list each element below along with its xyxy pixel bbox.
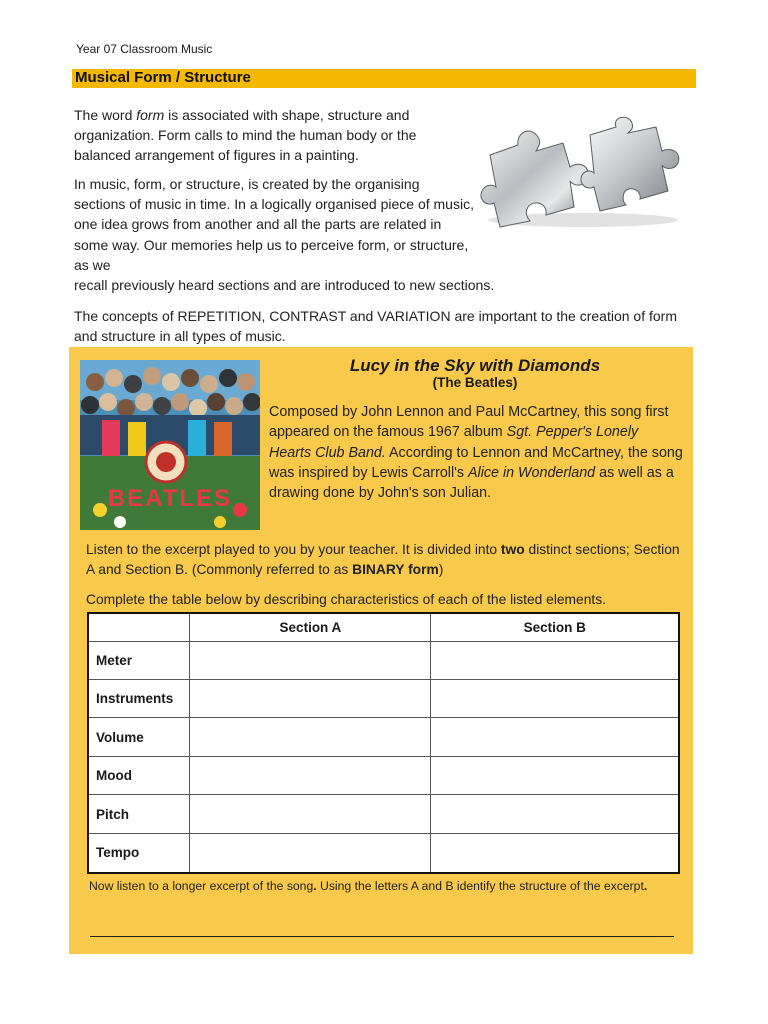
answer-cell-section-b[interactable] xyxy=(431,718,679,756)
intro-paragraph-3: The concepts of REPETITION, CONTRAST and VARIATION are important to the creation of form and structure in all types of music. xyxy=(74,308,677,345)
table-row xyxy=(88,679,679,717)
course-label: Year 07 Classroom Music xyxy=(76,42,213,56)
table-row xyxy=(88,718,679,756)
intro-paragraph-2-end: recall previously heard sections and are introduced to new sections. xyxy=(74,277,495,293)
answer-cell-section-a[interactable] xyxy=(190,833,431,873)
album-band-text: BEATLES xyxy=(107,485,233,512)
table-header-section-b: Section B xyxy=(431,613,679,641)
structure-instructions: Now listen to a longer excerpt of the song. Using the letters A and B identify the structure of the excerpt. xyxy=(89,879,648,893)
table-row xyxy=(88,756,679,794)
album-cover-image xyxy=(80,360,260,530)
table-header-section-a: Section A xyxy=(190,613,431,641)
song-artist: (The Beatles) xyxy=(432,375,518,390)
row-label-tempo: Tempo xyxy=(88,833,190,873)
answer-cell-section-b[interactable] xyxy=(431,833,679,873)
row-label-volume: Volume xyxy=(88,718,190,756)
listen-instructions: Listen to the excerpt played to you by your teacher. It is divided into two distinct sections; Section A and Section B. (Commonly referred to as BINARY form) xyxy=(86,542,680,577)
table-row xyxy=(88,795,679,833)
section-title-bar xyxy=(72,69,696,88)
row-label-meter: Meter xyxy=(88,641,190,679)
answer-cell-section-a[interactable] xyxy=(190,641,431,679)
answer-line[interactable] xyxy=(90,936,674,937)
table-row xyxy=(88,641,679,679)
row-label-instruments: Instruments xyxy=(88,679,190,717)
row-label-pitch: Pitch xyxy=(88,795,190,833)
elements-table xyxy=(87,612,680,874)
row-label-mood: Mood xyxy=(88,756,190,794)
answer-cell-section-a[interactable] xyxy=(190,795,431,833)
section-title: Musical Form / Structure xyxy=(75,69,251,86)
puzzle-pieces-image xyxy=(478,115,688,230)
answer-cell-section-b[interactable] xyxy=(431,756,679,794)
answer-cell-section-b[interactable] xyxy=(431,641,679,679)
answer-cell-section-a[interactable] xyxy=(190,756,431,794)
table-header-row xyxy=(88,613,679,641)
answer-cell-section-b[interactable] xyxy=(431,795,679,833)
table-instructions: Complete the table below by describing characteristics of each of the listed elements. xyxy=(86,592,606,607)
table-row xyxy=(88,833,679,873)
table-header-blank xyxy=(88,613,190,641)
answer-cell-section-a[interactable] xyxy=(190,679,431,717)
answer-cell-section-b[interactable] xyxy=(431,679,679,717)
song-title: Lucy in the Sky with Diamonds xyxy=(349,356,601,375)
intro-paragraph-1: The word form is associated with shape, structure and organization. Form calls to mind the human body or the balanced arrangement of figures in a painting. xyxy=(74,107,417,164)
answer-cell-section-a[interactable] xyxy=(190,718,431,756)
song-description: Composed by John Lennon and Paul McCartney, this song first appeared on the famous 1967 album Sgt. Pepper's Lonely Hearts Club Band. According to Lennon and McCartney, the song was inspired by Lewis Carroll's Alice in Wonderland as well as a drawing done by John's son Julian. xyxy=(269,404,683,502)
intro-paragraph-2: In music, form, or structure, is created by the organising sections of music in time. In a logically organised piece of music, one idea grows from another and all the parts are related in some way. Our memories help us to perceive form, or structure, as we xyxy=(74,176,474,273)
